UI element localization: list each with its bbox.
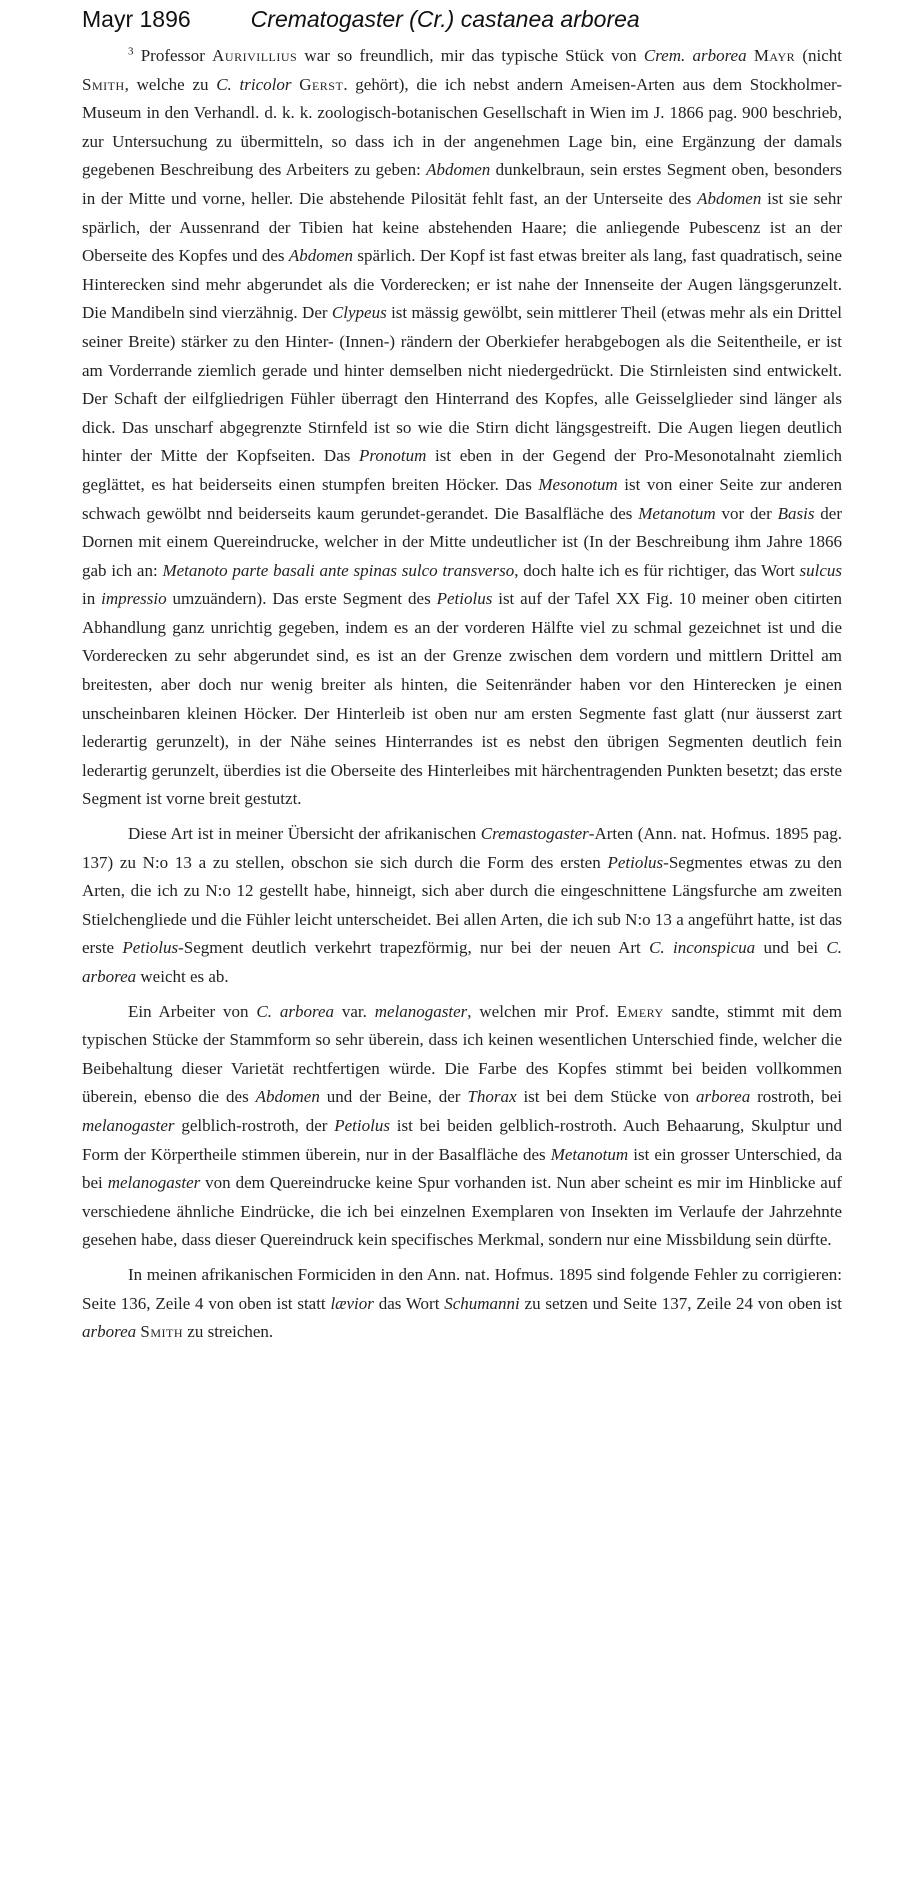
- text-run: ist bei dem Stücke von: [516, 1087, 697, 1107]
- small-caps-name: Emery: [616, 1001, 664, 1021]
- italic-term: sulcus: [799, 560, 842, 580]
- italic-term: Abdomen: [426, 160, 491, 180]
- footnote-paragraph: [82, 42, 842, 814]
- text-run: ist ein grosser Unterschied, da bei: [82, 1144, 842, 1193]
- italic-term: Clypeus: [331, 303, 387, 323]
- text-run: ist auf der Tafel XX Fig. 10 meiner oben citirten Abhandlung ganz unrichtig gegeben, indem es an der vorderen Hälfte viel zu schmal gezeichnet ist und die Vorderecken zu sehr abgerundet sind, es ist an der Grenze zwischen dem vordern und mittlern Drittel am breitesten, aber doch nur wenig breiter als hinten, die Seitenränder haben vor den Hinterecken je einen unscheinbaren kleinen Höcker. Der Hinterleib ist oben nur am ersten Segmente fast glatt (nur äusserst zart lederartig gerunzelt), in der Nähe seines Hinterrandes ist es nebst den übrigen Segmenten deutlich fein lederartig gerunzelt, überdies ist die Oberseite des Hinterleibes mit härchentragenden Punkten besetzt; das erste Segment ist vorne breit gestutzt.: [82, 589, 842, 809]
- text-run: spärlich. Der Kopf ist fast etwas breiter als lang, fast quadratisch, seine Hinterecken sind mehr abgerundet als die Vorderecken; er ist nahe der Innenseite der Augen längsgerunzelt. Die Mandibeln sind vierzähnig. Der: [82, 246, 842, 323]
- small-caps-name: Aurivillius: [212, 46, 298, 65]
- italic-term: Petiolus: [122, 938, 179, 958]
- text-run: -Segmentes etwas zu den Arten, die ich zu N:o 12 gestellt habe, hinneigt, sich aber durch die eingeschnittene Längsfurche am zweiten Stielchengliede und die Fühler leicht unterscheidet. Bei allen Arten, die ich sub N:o 13 a angeführt hatte, ist das erste: [82, 852, 842, 958]
- italic-term: lævior: [330, 1293, 374, 1313]
- text-run: dunkelbraun, sein erstes Segment oben, besonders in der Mitte und vorne, heller. Die abstehende Pilosität fehlt fast, an der Unterseite des: [82, 160, 842, 208]
- text-run: und der Beine, der: [319, 1087, 468, 1107]
- italic-term: C. arborea: [256, 1001, 334, 1021]
- text-run: Ein Arbeiter von: [128, 1001, 257, 1021]
- text-run: von dem Quereindrucke keine Spur vorhanden ist. Nun aber scheint es mir im Hinblicke auf verschiedene ähnliche Eindrücke, die ich bei einzelnen Exemplaren von Insekten im Verlaufe der Jahrzehnte gesehen habe, dass dieser Quereindruck kein specifisches Merkmal, sondern nur eine Missbildung sein dürfte.: [82, 1173, 842, 1250]
- text-run: , welche zu: [124, 74, 217, 94]
- body-paragraph: [82, 998, 842, 1255]
- text-run: -Arten (Ann. nat. Hofmus. 1895 pag. 137) zu N:o 13 a zu stellen, obschon sie sich durch die Form des ersten: [82, 824, 842, 872]
- text-run: vor der: [715, 503, 778, 523]
- italic-term: arborea: [82, 1322, 137, 1342]
- text-run: gelblich-rostroth, der: [174, 1115, 335, 1135]
- text-run: ist bei beiden gelblich-rostroth. Auch Behaarung, Skulptur und Form der Körpertheile stimmen überein, nur in der Basalfläche des: [82, 1115, 842, 1164]
- italic-term: Mesonotum: [538, 474, 618, 494]
- text-run: ist mässig gewölbt, sein mittlerer Theil (etwas mehr als ein Drittel seiner Breite) stärker zu den Hinter- (Innen-) rändern der Oberkiefer herabgebogen als die Seitentheile, er ist am Vorderrande ziemlich gerade und hinter demselben nicht niedergedrückt. Die Stirnleisten sind entwickelt. Der Schaft der eilfgliedrigen Fühler überragt den Hinterrand des Kopfes, alle Geisselglieder sind länger als dick. Das unscharf abgegrenzte Stirnfeld ist so wie die Stirn dicht längsgestreift. Die Augen liegen deutlich hinter der Mitte der Kopfseiten. Das: [82, 303, 842, 466]
- running-header: [82, 6, 842, 42]
- text-run: das Wort: [373, 1293, 445, 1313]
- small-caps-name: Smith: [82, 74, 125, 94]
- italic-term: C. tricolor: [216, 74, 292, 94]
- text-run: war so freundlich, mir das typische Stück von: [297, 46, 644, 65]
- italic-term: Schumanni: [444, 1293, 520, 1313]
- header-author: Mayr 1896: [82, 6, 191, 32]
- text-run: [747, 46, 754, 65]
- text-run: ist eben in der Gegend der Pro-Mesonotalnaht ziemlich geglättet, es hat beiderseits einen stumpfen breiten Höcker. Das: [82, 446, 842, 494]
- text-run: ist von einer Seite zur anderen schwach gewölbt nnd beiderseits kaum gerundet-gerandet. Die Basalfläche des: [82, 474, 842, 523]
- italic-term: melanogaster: [374, 1001, 468, 1021]
- text-run: weicht es ab.: [136, 967, 229, 986]
- text-run: umzuändern). Das erste Segment des: [166, 589, 437, 609]
- italic-term: C. arborea: [82, 938, 843, 986]
- italic-term: arborea: [696, 1087, 751, 1107]
- italic-term: Crem. arborea: [643, 46, 747, 65]
- italic-term: Petiolus: [436, 589, 493, 609]
- text-run: , doch halte ich es für richtiger, das Wort: [514, 560, 800, 580]
- text-run: Professor: [140, 46, 213, 65]
- text-run: var.: [334, 1001, 375, 1021]
- italic-term: melanogaster: [82, 1115, 175, 1135]
- italic-term: Abdomen: [255, 1087, 320, 1107]
- italic-term: melanogaster: [107, 1173, 201, 1193]
- italic-term: Pronotum: [359, 446, 427, 466]
- body-paragraph: [82, 820, 842, 992]
- small-caps-name: Mayr: [753, 46, 796, 65]
- text-run: rostroth, bei: [750, 1087, 842, 1107]
- italic-term: Petiolus: [607, 852, 664, 872]
- footnote-marker: 3: [128, 45, 134, 58]
- text-run: der Dornen mit einem Quereindrucke, welcher in der Mitte undeutlicher ist (In der Beschreibung ihm Jahre 1866 gab ich an:: [82, 503, 842, 580]
- article-body: [82, 42, 842, 1347]
- small-caps-name: Gerst: [299, 74, 344, 94]
- italic-term: Metanotum: [550, 1144, 629, 1164]
- text-run: ist sie sehr spärlich, der Aussenrand der Tibien hat keine abstehenden Haare; die anliegende Pubescenz ist an der Oberseite des Kopfes und des: [82, 188, 842, 266]
- italic-term: Cremastogaster: [480, 824, 589, 844]
- text-run: . gehört), die ich nebst andern Ameisen-Arten aus dem Stockholmer-Museum in den Verhandl. d. k. k. zoologisch-botanischen Gesellschaft in Wien im J. 1866 pag. 900 beschrieb, zur Untersuchung zu übermitteln, so dass ich in der angenehmen Lage bin, eine Ergänzung der damals gegebenen Beschreibung des Arbeiters zu geben:: [82, 74, 843, 180]
- text-run: sandte, stimmt mit dem typischen Stücke der Stammform so sehr überein, dass ich keinen wesentlichen Unterschied finde, welcher die Beibehaltung dieser Varietät rechtfertigen würde. Die Farbe des Kopfes stimmt bei beiden vollkommen überein, ebenso die des: [82, 1001, 842, 1107]
- text-run: -Segment deutlich verkehrt trapezförmig, nur bei der neuen Art: [178, 938, 650, 958]
- text-run: in: [82, 589, 102, 609]
- italic-term: Abdomen: [697, 188, 762, 208]
- italic-term: Thorax: [467, 1087, 517, 1107]
- text-run: und bei: [755, 938, 827, 958]
- text-run: zu setzen und Seite 137, Zeile 24 von oben ist: [519, 1293, 842, 1313]
- italic-term: Abdomen: [288, 246, 354, 266]
- text-run: , welchen mir Prof.: [467, 1001, 617, 1021]
- italic-term: C. inconspicua: [649, 938, 756, 958]
- text-run: zu streichen.: [183, 1322, 274, 1342]
- italic-term: impressio: [101, 589, 167, 609]
- header-title: Crematogaster (Cr.) castanea arborea: [250, 6, 640, 32]
- italic-term: Basis: [777, 503, 815, 523]
- italic-term: Petiolus: [334, 1115, 390, 1135]
- italic-term: Metanoto parte basali ante spinas sulco transverso: [162, 560, 515, 580]
- italic-term: Metanotum: [638, 503, 716, 523]
- text-run: (nicht: [795, 46, 843, 65]
- small-caps-name: Smith: [140, 1322, 184, 1342]
- body-paragraph: [82, 1261, 842, 1347]
- text-run: Diese Art ist in meiner Übersicht der afrikanischen: [128, 824, 481, 844]
- text-run: In meinen afrikanischen Formiciden in den Ann. nat. Hofmus. 1895 sind folgende Fehler zu corrigieren: Seite 136, Zeile 4 von oben ist statt: [82, 1264, 842, 1313]
